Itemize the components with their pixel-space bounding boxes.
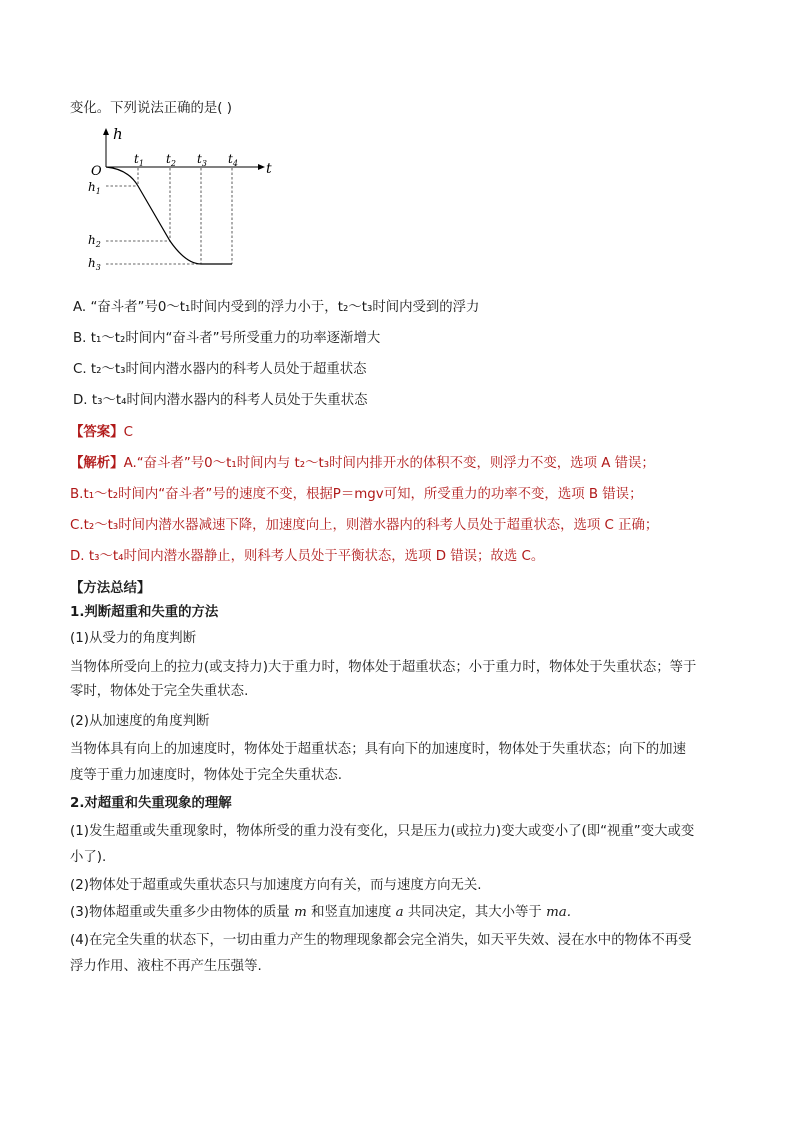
x-axis-label: t	[266, 161, 272, 177]
answer-line	[70, 423, 133, 443]
method-s1-p3: (2)从加速度的角度判断	[70, 714, 210, 729]
method-s1-p4b: 度等于重力加速度时，物体处于完全失重状态.	[70, 768, 343, 783]
method-s2-p4b: 浮力作用、液柱不再产生压强等.	[70, 959, 262, 974]
analysis-label: 【解析】	[70, 456, 124, 471]
x-axis-arrow	[258, 164, 265, 170]
y-axis-arrow	[103, 128, 109, 135]
method-section-1-title: 1.判断超重和失重的方法	[70, 605, 219, 620]
tick-t2: $t_2$	[166, 152, 176, 168]
origin-label: O	[91, 164, 102, 179]
tick-t3: $t_3$	[197, 152, 207, 168]
tick-h3: $h_3$	[88, 256, 101, 272]
depth-curve	[106, 167, 232, 264]
analysis-line-1: 【解析】A.“奋斗者”号0～t₁时间内与 t₂～t₃时间内排开水的体积不变，则浮力不变，选项 A 错误；	[70, 456, 655, 471]
question-stem: 变化。下列说法正确的是( )	[70, 101, 233, 116]
method-s1-p2b: 零时，物体处于完全失重状态.	[70, 684, 249, 699]
option-c: C. t₂～t₃时间内潜水器内的科考人员处于超重状态	[73, 362, 367, 377]
method-heading: 【方法总结】	[70, 581, 151, 596]
tick-h2: $h_2$	[88, 233, 101, 249]
analysis-line-2: B.t₁～t₂时间内“奋斗者”号的速度不变，根据P＝mgv可知，所受重力的功率不变，选项 B 错误；	[70, 487, 643, 502]
y-axis-label: h	[113, 125, 123, 143]
depth-time-graph	[82, 122, 282, 272]
analysis-line-3: C.t₂～t₃时间内潜水器减速下降，加速度向上，则潜水器内的科考人员处于超重状态，选项 C 正确；	[70, 518, 659, 533]
option-b: B. t₁～t₂时间内“奋斗者”号所受重力的功率逐渐增大	[73, 331, 381, 346]
method-section-2-title: 2.对超重和失重现象的理解	[70, 796, 232, 811]
option-d: D. t₃～t₄时间内潜水器内的科考人员处于失重状态	[73, 393, 368, 408]
tick-t1: $t_1$	[134, 152, 144, 168]
method-s2-p4a: (4)在完全失重的状态下，一切由重力产生的物理现象都会完全消失，如天平失效、浸在水中的物体不再受	[70, 933, 692, 948]
method-s1-p4a: 当物体具有向上的加速度时，物体处于超重状态；具有向下的加速度时，物体处于失重状态；向下的加速	[70, 742, 686, 757]
guide-lines	[106, 168, 232, 264]
tick-h1: $h_1$	[88, 180, 101, 196]
method-s2-p1b: 小了).	[70, 850, 107, 865]
method-s2-p3: (3)物体超重或失重多少由物体的质量 m 和竖直加速度 a 共同决定，其大小等于 ma.	[70, 905, 572, 920]
method-s2-p2: (2)物体处于超重或失重状态只与加速度方向有关，而与速度方向无关.	[70, 878, 482, 893]
answer-value: C	[123, 425, 133, 440]
analysis-line-4: D. t₃～t₄时间内潜水器静止，则科考人员处于平衡状态，选项 D 错误；故选 C。	[70, 549, 545, 564]
method-s2-p1a: (1)发生超重或失重现象时，物体所受的重力没有变化，只是压力(或拉力)变大或变小了(即“视重”变大或变	[70, 824, 695, 839]
method-s1-p2a: 当物体所受向上的拉力(或支持力)大于重力时，物体处于超重状态；小于重力时，物体处于失重状态；等于	[70, 660, 697, 675]
option-a: A. “奋斗者”号0～t₁时间内受到的浮力小于，t₂～t₃时间内受到的浮力	[73, 300, 480, 315]
answer-label: 【答案】	[70, 425, 124, 440]
tick-t4: $t_4$	[228, 152, 238, 168]
method-s1-p1: (1)从受力的角度判断	[70, 631, 197, 646]
